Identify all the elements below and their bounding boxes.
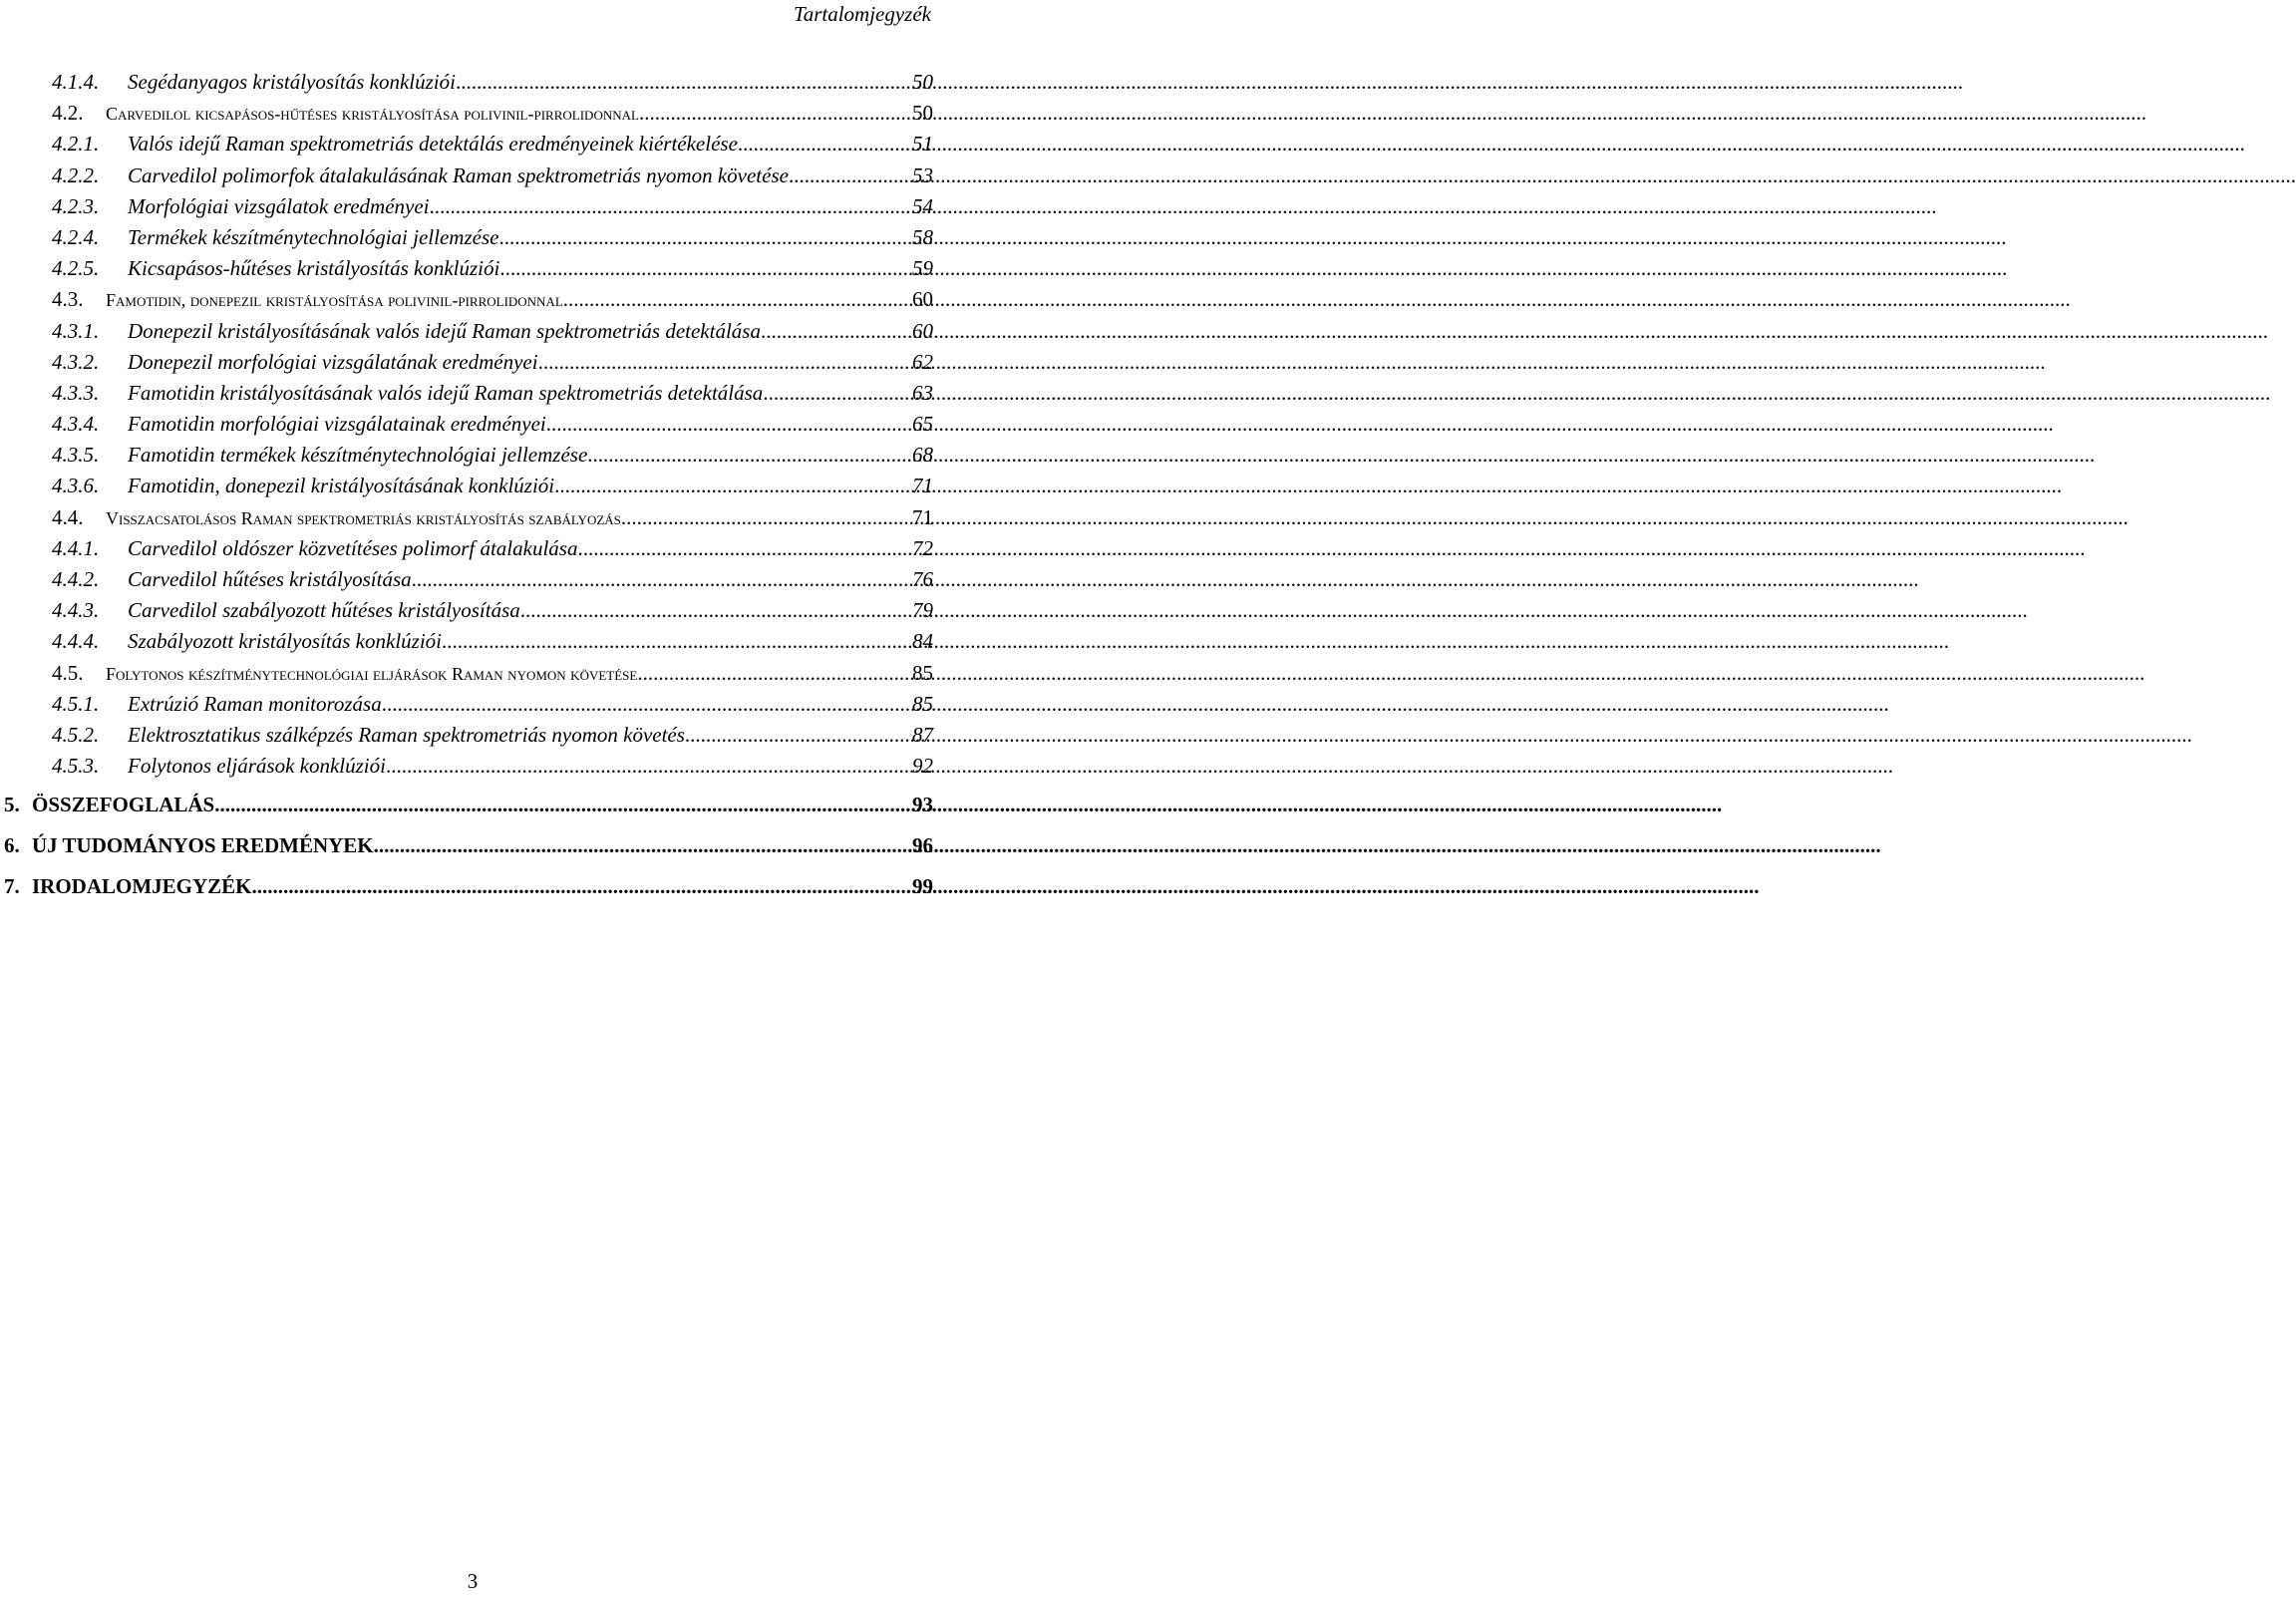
toc-dot-leader: [252, 874, 910, 899]
toc-dot-leader: [554, 474, 910, 498]
toc-dot-leader: [761, 319, 910, 344]
toc-entry-number: 4.5.: [52, 660, 84, 685]
toc-entry-title: Famotidin, donepezil kristályosítása polivinil-pirrolidonnal: [106, 290, 563, 311]
toc-dot-leader: [738, 132, 910, 157]
toc-chapter-entry[interactable]: [4, 793, 933, 833]
toc-entry-number: 4.3.2.: [52, 349, 100, 374]
toc-entry-number: 4.3.4.: [52, 412, 100, 437]
toc-entry-page: 96: [912, 833, 933, 858]
toc-entry-page: 53: [912, 162, 933, 187]
toc-dot-leader: [499, 256, 910, 281]
toc-entry-page: 65: [912, 412, 933, 437]
toc-entry-title: Segédanyagos kristályosítás konklúziói: [128, 70, 456, 94]
toc-entry-number: 4.3.6.: [52, 474, 100, 498]
toc-entry-number: 4.4.4.: [52, 629, 100, 654]
toc-entry-title: IRODALOMJEGYZÉK: [32, 874, 252, 899]
running-header: Tartalomjegyzék: [793, 2, 931, 26]
toc-dot-leader: [412, 567, 910, 592]
toc-entry-page: 50: [912, 101, 933, 126]
toc-entry[interactable]: [4, 474, 933, 504]
toc-entry[interactable]: [4, 381, 933, 412]
toc-entry-page: 50: [912, 70, 933, 94]
toc-entry-title: Morfológiai vizsgálatok eredményei: [128, 193, 430, 218]
toc-entry-title: Famotidin, donepezil kristályosításának konklúziói: [128, 474, 555, 498]
toc-entry-page: 71: [912, 474, 933, 498]
toc-entry[interactable]: [4, 692, 933, 723]
toc-entry-title: Visszacsatolásos Raman spektrometriás kristályosítás szabályozás: [106, 507, 621, 528]
toc-entry-number: 4.5.1.: [52, 691, 100, 716]
toc-entry-page: 60: [912, 318, 933, 343]
toc-entry-title: Folytonos eljárások konklúziói: [128, 754, 386, 779]
toc-dot-leader: [637, 661, 910, 686]
toc-chapter-entry[interactable]: [4, 874, 933, 915]
toc-entry-title: Carvedilol kicsapásos-hűtéses kristályosítása polivinil-pirrolidonnal: [106, 104, 639, 125]
toc-entry-page: 59: [912, 256, 933, 281]
toc-entry-page: 93: [912, 793, 933, 817]
toc-entry-page: 54: [912, 193, 933, 218]
toc-entry-title: Carvedilol hűtéses kristályosítása: [128, 567, 412, 591]
toc-entry-title: Carvedilol oldószer közvetítéses polimorf átalakulása: [128, 535, 578, 560]
toc-entry-number: 4.2.4.: [52, 224, 100, 249]
toc-entry-page: 79: [912, 598, 933, 623]
toc-dot-leader: [763, 381, 910, 406]
toc-dot-leader: [577, 536, 910, 561]
toc-entry-number: 4.2.5.: [52, 256, 100, 281]
toc-entry-page: 68: [912, 443, 933, 468]
toc-dot-leader: [621, 505, 910, 530]
toc-dot-leader: [639, 101, 910, 126]
toc-entry[interactable]: [4, 132, 933, 162]
toc-dot-leader: [538, 350, 910, 375]
toc-entry-title: Donepezil kristályosításának valós idejű Raman spektrometriás detektálása: [128, 318, 761, 343]
toc-entry-number: 4.2.1.: [52, 132, 100, 157]
toc-entry[interactable]: [4, 598, 933, 629]
toc-entry-page: 99: [912, 874, 933, 899]
toc-entry-number: 4.3.: [52, 287, 84, 312]
toc-entry-title: Szabályozott kristályosítás konklúziói: [128, 629, 442, 654]
toc-entry-number: 6.: [4, 833, 20, 858]
toc-entry[interactable]: [4, 629, 933, 660]
toc-dot-leader: [214, 793, 910, 817]
toc-entry[interactable]: [4, 754, 933, 785]
toc-chapter-entry[interactable]: [4, 833, 933, 874]
toc-entry-number: 4.4.: [52, 504, 84, 529]
toc-dot-leader: [587, 443, 910, 468]
toc-entry[interactable]: [4, 350, 933, 381]
toc-entry[interactable]: [4, 505, 933, 536]
toc-entry[interactable]: [4, 661, 933, 692]
toc-entry-number: 4.4.1.: [52, 535, 100, 560]
toc-entry[interactable]: [4, 225, 933, 256]
toc-entry-page: 62: [912, 349, 933, 374]
toc-entry[interactable]: [4, 287, 933, 318]
toc-entry-number: 4.5.3.: [52, 754, 100, 779]
toc-dot-leader: [442, 629, 910, 654]
toc-entry-title: Elektrosztatikus szálképzés Raman spektrometriás nyomon követés: [128, 722, 685, 747]
toc-dot-leader: [456, 70, 910, 95]
toc-entry[interactable]: [4, 412, 933, 443]
toc-entry-number: 4.5.2.: [52, 722, 100, 747]
toc-entry-page: 71: [912, 504, 933, 529]
toc-entry-title: Valós idejű Raman spektrometriás detektálás eredményeinek kiértékelése: [128, 132, 738, 157]
toc-entry-title: Famotidin termékek készítménytechnológiai jellemzése: [128, 443, 588, 468]
toc-entry[interactable]: [4, 536, 933, 567]
toc-dot-leader: [382, 692, 910, 717]
toc-entry-number: 4.3.5.: [52, 443, 100, 468]
toc-dot-leader: [685, 723, 910, 748]
toc-entry-page: 72: [912, 535, 933, 560]
toc-entry-number: 7.: [4, 874, 20, 899]
toc-entry[interactable]: [4, 256, 933, 287]
toc-entry-page: 85: [912, 691, 933, 716]
toc-entry-page: 60: [912, 287, 933, 312]
toc-entry-number: 4.2.2.: [52, 162, 100, 187]
toc-entry-title: Termékek készítménytechnológiai jellemzése: [128, 224, 499, 249]
toc-entry-page: 76: [912, 567, 933, 591]
page-number: 3: [467, 1569, 479, 1593]
toc-entry-number: 5.: [4, 793, 20, 817]
toc-entry[interactable]: [4, 443, 933, 474]
toc-entry[interactable]: [4, 101, 933, 132]
toc-entry-title: Folytonos készítménytechnológiai eljárások Raman nyomon követése: [106, 663, 638, 684]
toc-entry-number: 4.3.1.: [52, 318, 100, 343]
toc-entry-page: 84: [912, 629, 933, 654]
toc-entry[interactable]: [4, 70, 933, 101]
toc-dot-leader: [789, 163, 910, 188]
toc-dot-leader: [563, 287, 910, 312]
toc-entry-page: 87: [912, 722, 933, 747]
toc-entry[interactable]: [4, 567, 933, 598]
toc-entry-title: ÚJ TUDOMÁNYOS EREDMÉNYEK: [32, 833, 374, 858]
toc-dot-leader: [386, 754, 910, 779]
toc-entry[interactable]: [4, 163, 933, 194]
toc-entry-number: 4.4.2.: [52, 567, 100, 591]
toc-entry-page: 85: [912, 660, 933, 685]
toc-entry-page: 58: [912, 224, 933, 249]
toc-dot-leader: [374, 833, 910, 858]
toc-entry-title: Famotidin morfológiai vizsgálatainak eredményei: [128, 412, 546, 437]
table-of-contents: [4, 70, 933, 915]
toc-entry[interactable]: [4, 194, 933, 225]
toc-entry-number: 4.3.3.: [52, 380, 100, 405]
toc-entry-number: 4.4.3.: [52, 598, 100, 623]
toc-entry[interactable]: [4, 723, 933, 754]
toc-entry[interactable]: [4, 319, 933, 350]
toc-entry-number: 4.2.3.: [52, 193, 100, 218]
toc-entry-page: 63: [912, 380, 933, 405]
toc-entry-page: 92: [912, 754, 933, 779]
toc-entry-title: ÖSSZEFOGLALÁS: [32, 793, 215, 817]
toc-entry-title: Famotidin kristályosításának valós idejű Raman spektrometriás detektálása: [128, 380, 764, 405]
toc-entry-title: Carvedilol szabályozott hűtéses kristályosítása: [128, 598, 520, 623]
toc-dot-leader: [430, 194, 911, 219]
toc-entry-title: Extrúzió Raman monitorozása: [128, 691, 382, 716]
toc-dot-leader: [520, 598, 910, 623]
toc-dot-leader: [498, 225, 910, 250]
toc-entry-number: 4.1.4.: [52, 70, 100, 94]
toc-entry-number: 4.2.: [52, 101, 84, 126]
toc-entry-title: Kicsapásos-hűtéses kristályosítás konklúziói: [128, 256, 500, 281]
toc-entry-title: Carvedilol polimorfok átalakulásának Raman spektrometriás nyomon követése: [128, 162, 789, 187]
toc-dot-leader: [546, 412, 910, 437]
toc-entry-page: 51: [912, 132, 933, 157]
toc-entry-title: Donepezil morfológiai vizsgálatának eredményei: [128, 349, 538, 374]
